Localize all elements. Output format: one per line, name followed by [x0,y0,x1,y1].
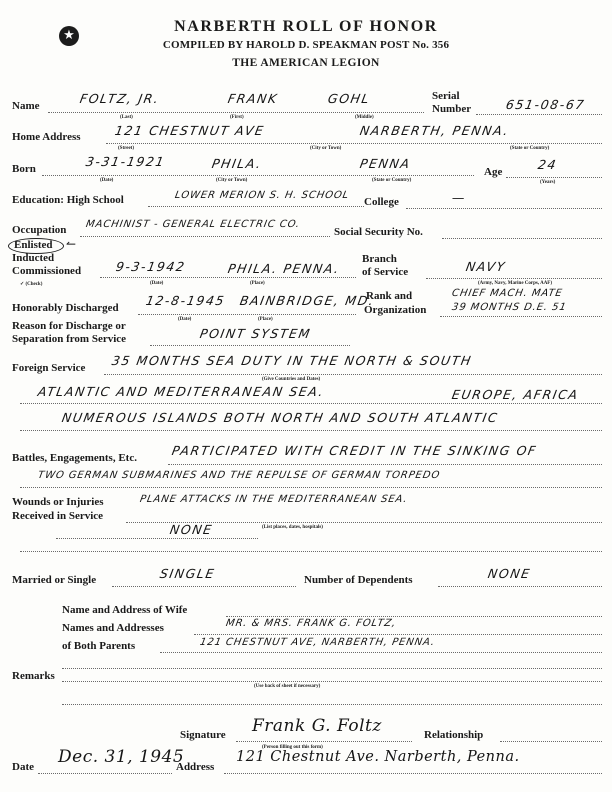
check-hint: ✓ (Check) [20,282,43,287]
age-hint: (Years) [540,180,556,185]
reason-value: POINT SYSTEM [198,326,313,341]
signature-label: Signature [180,729,226,741]
born-date-value: 3-31-1921 [84,154,167,169]
enlisted-label: Enlisted [14,239,53,251]
high-school-value: LOWER MERION S. H. SCHOOL [174,190,351,201]
honorably-discharged-label: Honorably Discharged [12,302,119,314]
college-label: College [364,196,399,208]
name-last-hint: (Last) [120,115,133,120]
branch-hint: (Army, Navy, Marine Corps, AAF) [478,281,553,286]
foreign-service-line-2b: EUROPE, AFRICA [450,387,581,402]
discharge-date-hint: (Date) [178,317,192,322]
address-label: Address [176,761,215,773]
age-value: 24 [536,157,559,172]
signature-hint: (Person filling out this form) [262,745,323,750]
city-value: NARBERTH, PENNA. [358,123,511,138]
parents-line-2: 121 CHESTNUT AVE, NARBERTH, PENNA. [199,637,436,648]
reason-discharge-label: Reason for Discharge or [12,320,126,332]
organization-value: 39 MONTHS D.E. 51 [451,302,568,313]
college-value: — [450,190,468,205]
wounds-label: Wounds or Injuries [12,496,104,508]
wounds-hint: (List places, dates, hospitals) [262,525,323,530]
street-hint: (Street) [118,146,135,151]
name-first-value: FRANK [226,91,280,106]
city-hint: (City or Town) [310,146,342,151]
commissioned-label: Commissioned [12,265,82,277]
parents-line-1: MR. & MRS. FRANK G. FOLTZ, [225,618,398,629]
born-label: Born [12,163,36,175]
name-middle-hint: (Middle) [355,115,374,120]
born-city-value: PHILA. [210,156,264,171]
inducted-date-hint: (Date) [150,281,164,286]
wounds-value: NONE [168,522,215,537]
state-hint: (State or Country) [510,146,550,151]
street-value: 121 CHESTNUT AVE [113,123,266,138]
dependents-value: NONE [486,566,533,581]
parents-label-2: of Both Parents [62,640,136,652]
name-first-hint: (First) [230,115,244,120]
inducted-place-hint: (Place) [250,281,265,286]
inducted-place-value: PHILA. PENNA. [226,261,342,276]
organization-label: Organization [364,304,427,316]
occupation-label: Occupation [12,224,67,236]
serial-value: 651-08-67 [504,97,587,112]
compiled-by: COMPILED BY HAROLD D. SPEAKMAN POST No. 356 [162,39,450,51]
relationship-label: Relationship [424,729,484,741]
dependents-label: Number of Dependents [304,574,413,586]
inducted-label: Inducted [12,252,55,264]
married-label: Married or Single [12,574,97,586]
remarks-hint: (Use back of sheet if necessary) [254,684,321,689]
discharge-place-hint: (Place) [258,317,273,322]
organization-name: THE AMERICAN LEGION [232,57,380,69]
rank-value: CHIEF MACH. MATE [451,288,564,299]
home-address-label: Home Address [12,131,81,143]
date-label: Date [12,761,34,773]
of-service-label: of Service [362,266,409,278]
born-state-hint: (State or Country) [372,178,412,183]
discharge-place-value: BAINBRIDGE, MD. [238,293,376,308]
name-label: Name [12,100,40,112]
rank-and-label: Rank and [366,290,413,302]
parents-label: Names and Addresses [62,622,164,634]
name-last-value: FOLTZ, JR. [78,91,161,106]
date-value: Dec. 31, 1945 [58,747,185,767]
foreign-service-hint: (Give Countries and Dates) [262,377,321,382]
address-value: 121 Chestnut Ave. Narberth, Penna. [236,749,520,765]
signature-value: Frank G. Foltz [252,716,382,736]
age-label: Age [484,166,503,178]
serial-label-2: Number [432,103,472,115]
received-label: Received in Service [12,510,104,522]
name-middle-value: GOHL [326,91,372,106]
wife-label: Name and Address of Wife [62,604,188,616]
inducted-date-value: 9-3-1942 [114,259,187,274]
serial-label: Serial [432,90,460,102]
discharge-date-value: 12-8-1945 [144,293,227,308]
born-city-hint: (City or Town) [216,178,248,183]
separation-label: Separation from Service [12,333,127,345]
check-mark-icon: ↼ [66,237,77,251]
branch-label: Branch [362,253,397,265]
form-title: NARBERTH ROLL OF HONOR [174,18,438,35]
battles-label: Battles, Engagements, Etc. [12,452,137,464]
married-value: SINGLE [158,566,217,581]
born-state-value: PENNA [358,156,413,171]
remarks-label: Remarks [12,670,55,682]
foreign-service-line-1: 35 MONTHS SEA DUTY IN THE NORTH & SOUTH [110,353,474,368]
branch-value: NAVY [464,259,508,274]
born-date-hint: (Date) [100,178,114,183]
battles-line-1: PARTICIPATED WITH CREDIT IN THE SINKING OF [170,443,539,458]
foreign-service-line-2: ATLANTIC AND MEDITERRANEAN SEA. [36,384,326,399]
occupation-value: MACHINIST - GENERAL ELECTRIC CO. [85,219,301,230]
social-security-label: Social Security No. [334,226,423,238]
battles-line-2: TWO GERMAN SUBMARINES AND THE REPULSE OF GERMAN TORPEDO [37,470,442,481]
foreign-service-label: Foreign Service [12,362,86,374]
foreign-service-line-3: NUMEROUS ISLANDS BOTH NORTH AND SOUTH ATLANTIC [60,410,500,425]
battles-line-3: PLANE ATTACKS IN THE MEDITERRANEAN SEA. [139,494,409,505]
education-label: Education: High School [12,194,124,206]
